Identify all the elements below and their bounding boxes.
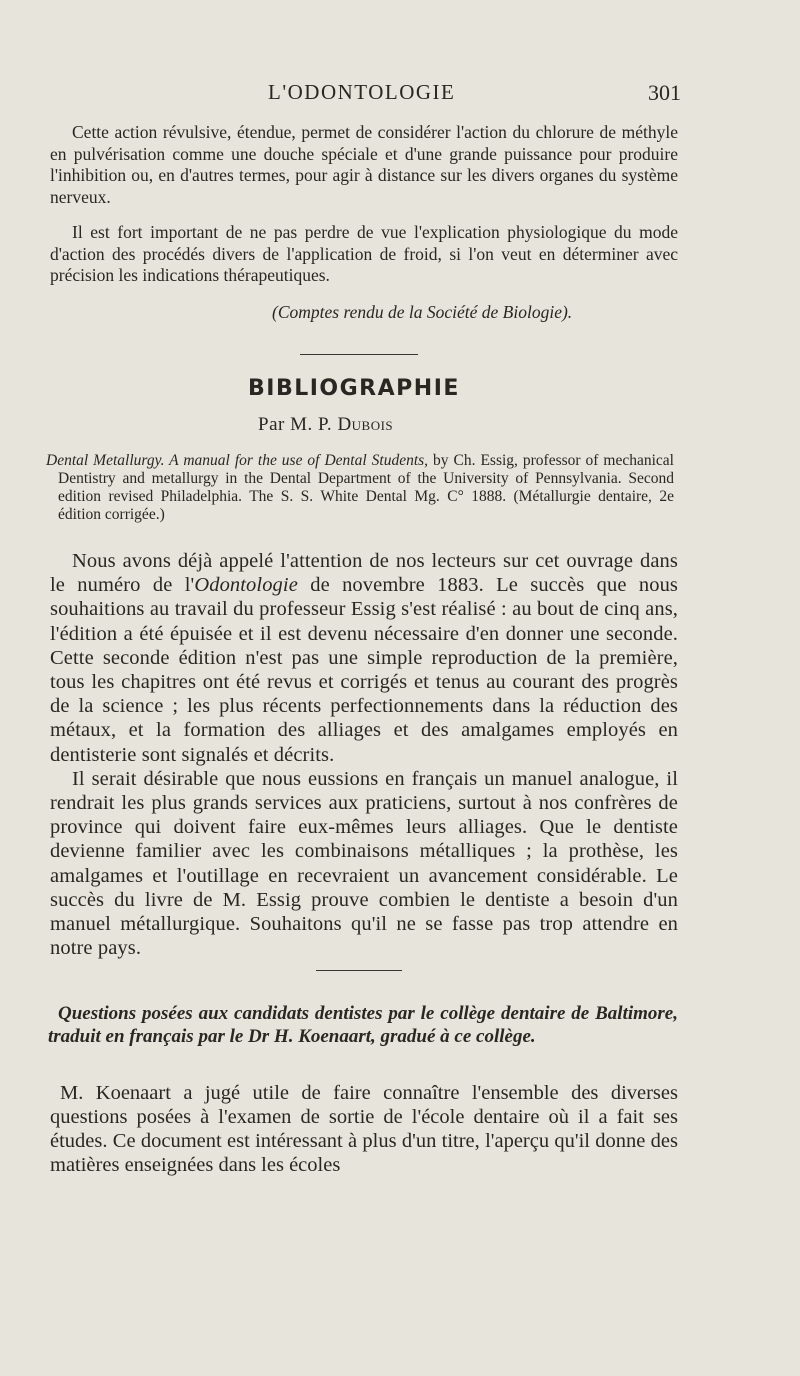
bibliography-title: BIBLIOGRAPHIE [248, 376, 460, 401]
section-divider-2 [316, 970, 402, 971]
questions-paragraph-text: M. Koenaart a jugé utile de faire connaître l'ensemble des diverses questions posées à l'examen de sortie de l'école dentaire où il a fait ses études. Ce document est intéressant à plus d'un titre, l'aperçu qu'il donne des matières enseignées dans les écoles [50, 1082, 678, 1176]
intro-paragraph-1-text: Cette action révulsive, étendue, permet de considérer l'action du chlorure de méthyle en pulvérisation comme une douche spéciale et d'une grande puissance pour produire l'inhibition ou, en d'autres termes, pour agir à distance sur les divers organes du système nerveux. [50, 122, 678, 207]
intro-paragraph-1 [50, 122, 678, 208]
page-number: 301 [648, 80, 681, 105]
running-title: L'ODONTOLOGIE [268, 80, 456, 104]
byline-prefix: Par M. P. [258, 414, 338, 435]
source-citation: (Comptes rendu de la Société de Biologie). [272, 302, 573, 322]
byline-author: Dubois [337, 414, 394, 435]
journal-name: Odontologie [194, 574, 298, 597]
review-paragraph-1 [50, 549, 678, 767]
review-paragraph-1-a: Nous avons déjà appelé l'attention de nos lecteurs sur cet ouvrage dans le numéro de l' [50, 550, 678, 597]
section-divider [300, 354, 418, 355]
byline [258, 414, 393, 436]
book-reference-details: by Ch. Essig, professor of mechanical Dentistry and metallurgy in the Dental Department of the University of Pennsylvania. Second edition revised Philadelphia. The S. S. White Dental Mg. C° 1888. (Métallurgie dentaire, 2e édition corrigée.) [58, 452, 674, 523]
intro-paragraph-2 [50, 222, 678, 287]
review-paragraph-1-b: de novembre 1883. Le succès que nous souhaitions au travail du professeur Essig s'est réalisé : au bout de cinq ans, l'édition a été épuisée et il est devenu nécessaire d'en donner une seconde. Cette seconde édition n'est pas une simple reproduction de la première, tous les chapitres ont été revus et corrigés et tenus au courant des progrès de la science ; les plus récents perfectionnements dans la réduction des métaux, et la formation des alliages et des amalgames employés en dentisterie sont signalés et décrits. [50, 574, 679, 766]
questions-paragraph [50, 1081, 678, 1177]
review-body [50, 549, 678, 960]
book-reference-title: Dental Metallurgy. A manual for the use of Dental Students, [46, 452, 429, 469]
questions-heading-text: Questions posées aux candidats dentistes par le collège dentaire de Baltimore, traduit en français par le Dr H. Koenaart, gradué à ce collège. [48, 1003, 678, 1047]
review-paragraph-2: Il serait désirable que nous eussions en français un manuel analogue, il rendrait les plus grands services aux praticiens, surtout à nos confrères de province qui doivent faire eux-mêmes leurs alliages. Que le dentiste devienne familier avec les combinaisons métalliques ; la prothèse, les amalgames et l'outillage en recevraient un avancement considérable. Le succès du livre de M. Essig prouve combien le dentiste a besoin d'un manuel métallurgique. Souhaitons qu'il ne se fasse pas trop attendre en notre pays. [50, 767, 678, 960]
page-header [0, 80, 800, 110]
questions-heading [48, 1002, 678, 1048]
intro-paragraph-2-text: Il est fort important de ne pas perdre de vue l'explication physiologique du mode d'action des procédés divers de l'application de froid, si l'on veut en déterminer avec précision les indications thérapeutiques. [50, 222, 678, 285]
book-reference [46, 452, 674, 524]
